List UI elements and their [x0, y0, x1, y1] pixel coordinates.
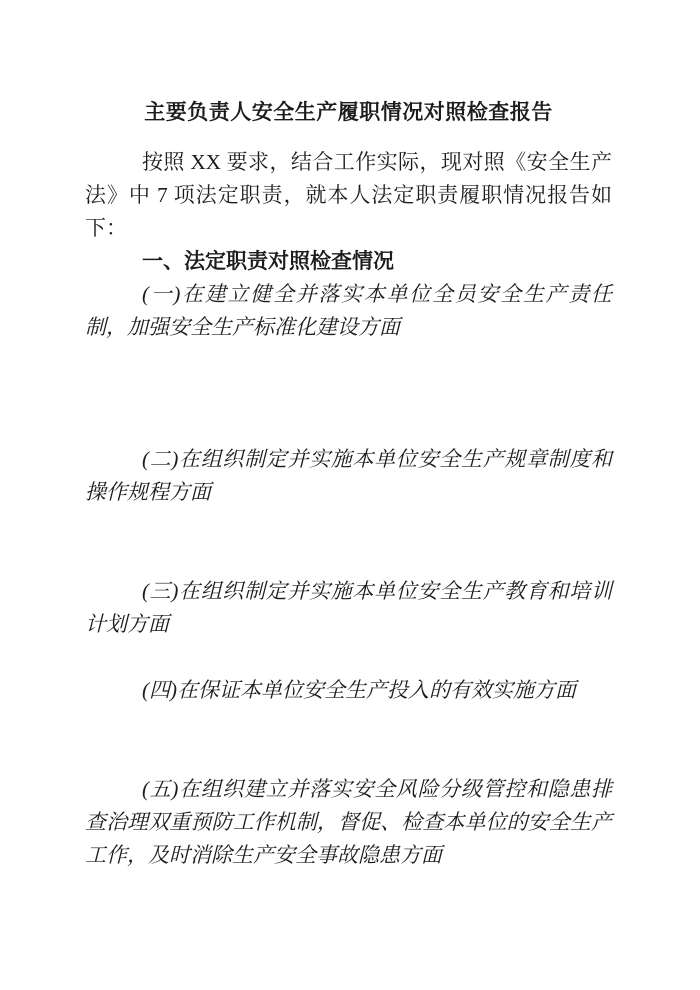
- legal-duty-item-1: (一)在建立健全并落实本单位全员安全生产责任制，加强安全生产标准化建设方面: [85, 282, 612, 339]
- document-title: 主要负责人安全生产履职情况对照检查报告: [144, 101, 553, 124]
- legal-duty-item-2: (二)在组织制定并实施本单位安全生产规章制度和操作规程方面: [85, 447, 612, 504]
- section-heading: 一、法定职责对照检查情况: [142, 250, 394, 273]
- legal-duty-item-4: (四)在保证本单位安全生产投入的有效实施方面: [142, 678, 576, 702]
- intro-paragraph: 按照 XX 要求，结合工作实际，现对照《安全生产法》中 7 项法定职责，就本人法定职责履职情况报告如下：: [85, 150, 612, 240]
- legal-duty-item-3: (三)在组织制定并实施本单位安全生产教育和培训计划方面: [85, 579, 612, 636]
- legal-duty-item-5: (五)在组织建立并落实安全风险分级管控和隐患排查治理双重预防工作机制，督促、检查本单位的安全生产工作，及时消除生产安全事故隐患方面: [85, 777, 612, 867]
